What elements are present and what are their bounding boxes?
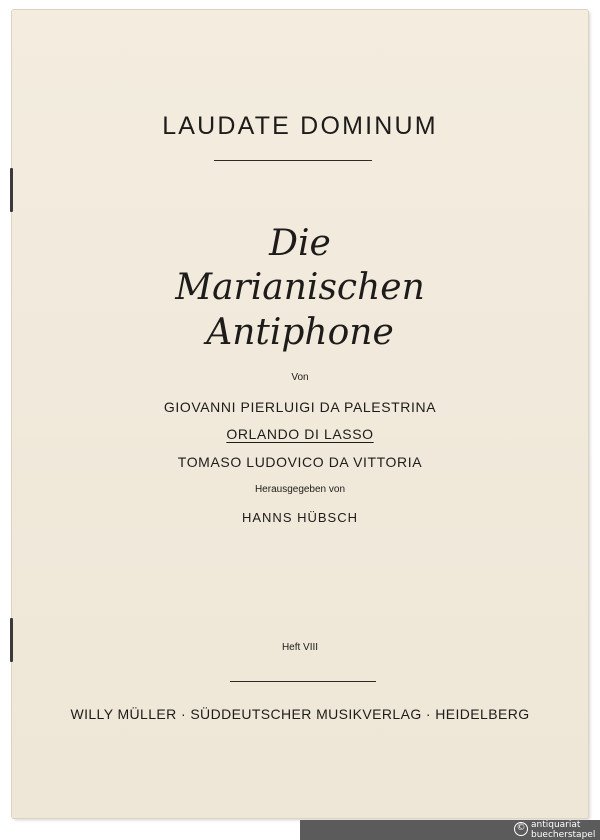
- editor-label: Herausgegeben von: [254, 484, 346, 495]
- watermark-banner: [300, 820, 600, 840]
- title-line-1: Die: [269, 223, 331, 264]
- title-line-2: Marianischen: [175, 267, 425, 308]
- by-label: Von: [291, 372, 309, 383]
- editor-name: HANNS HÜBSCH: [241, 510, 358, 525]
- copyright-icon: ©: [514, 822, 528, 836]
- composer-vittoria: TOMASO LUDOVICO DA VITTORIA: [177, 454, 423, 470]
- bottom-divider: [230, 681, 376, 682]
- watermark-line-1: antiquariat: [531, 820, 581, 830]
- title-line-3: Antiphone: [206, 312, 394, 353]
- top-divider: [214, 160, 372, 161]
- issue-number: Heft VIII: [281, 642, 319, 653]
- series-title: LAUDATE DOMINUM: [162, 112, 438, 140]
- watermark-text: [531, 820, 600, 840]
- composer-lasso: [12, 425, 588, 443]
- staple-top: [10, 168, 13, 212]
- composer-palestrina: GIOVANNI PIERLUIGI DA PALESTRINA: [163, 399, 437, 415]
- watermark-line-2: buecherstapel: [531, 830, 596, 840]
- composer-lasso-text: ORLANDO DI LASSO: [226, 426, 374, 442]
- staple-bottom: [10, 618, 13, 662]
- publisher-line: WILLY MÜLLER · SÜDDEUTSCHER MUSIKVERLAG · HEIDELBERG: [70, 706, 530, 722]
